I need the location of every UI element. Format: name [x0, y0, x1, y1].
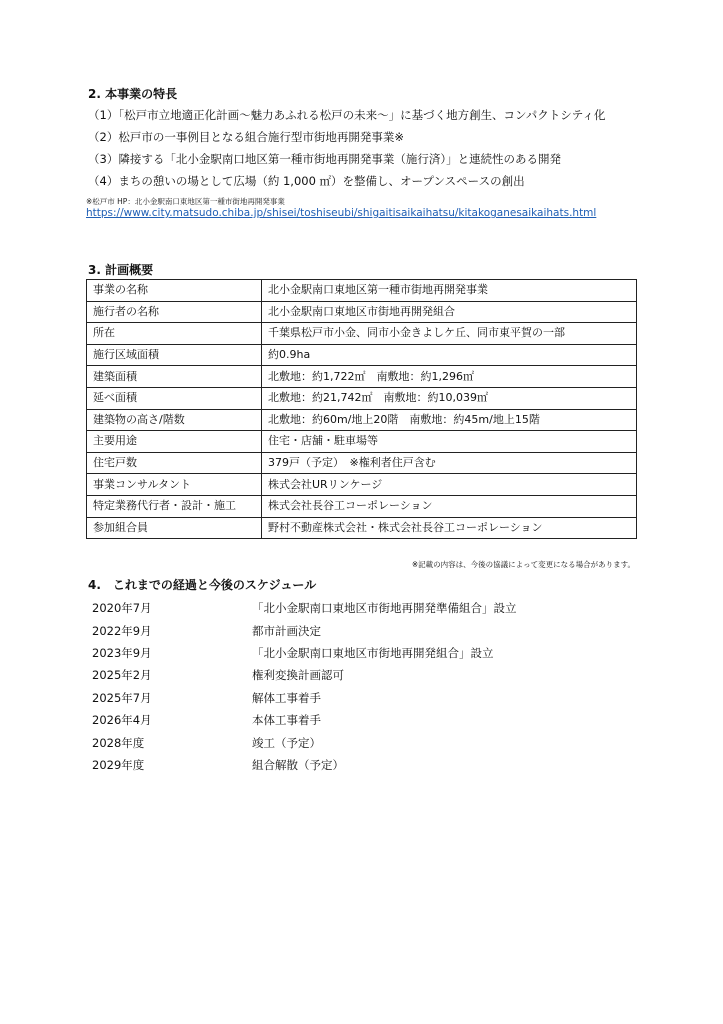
- table-row: [87, 280, 637, 302]
- row-key: 延べ面積: [87, 387, 262, 409]
- schedule-row: [92, 642, 612, 664]
- table-row: [87, 474, 637, 496]
- row-key: 特定業務代行者・設計・施工: [87, 495, 262, 517]
- table-row: [87, 431, 637, 453]
- row-value: 千葉県松戸市小金、同市小金きよしケ丘、同市東平賀の一部: [262, 323, 637, 345]
- row-value: 北敷地：約1,722㎡ 南敷地：約1,296㎡: [262, 366, 637, 388]
- feature-item: （1）「松戸市立地適正化計画～魅力あふれる松戸の未来～」に基づく地方創生、コンパクトシティ化: [88, 108, 606, 122]
- schedule-row: [92, 687, 612, 709]
- row-value: 北小金駅南口東地区第一種市街地再開発事業: [262, 280, 637, 302]
- schedule-event: 都市計画決定: [252, 623, 321, 638]
- feature-item: （4）まちの憩いの場として広場（約 1,000 ㎡）を整備し、オープンスペースの創出: [88, 174, 525, 188]
- row-key: 施行区域面積: [87, 344, 262, 366]
- table-row: [87, 387, 637, 409]
- footnote: ※松戸市 HP：北小金駅南口東地区第一種市街地再開発事業: [86, 197, 285, 206]
- table-row: [87, 452, 637, 474]
- table-row: [87, 344, 637, 366]
- row-value: 約0.9ha: [262, 344, 637, 366]
- schedule-date: 2029年度: [92, 757, 145, 772]
- schedule-date: 2022年9月: [92, 623, 152, 638]
- schedule-row: [92, 754, 612, 776]
- row-value: 北敷地：約21,742㎡ 南敷地：約10,039㎡: [262, 387, 637, 409]
- row-key: 建築面積: [87, 366, 262, 388]
- schedule-date: 2028年度: [92, 735, 145, 750]
- schedule-event: 組合解散（予定）: [252, 757, 344, 772]
- schedule-event: 「北小金駅南口東地区市街地再開発組合」設立: [252, 645, 494, 660]
- row-value: 379戸（予定） ※権利者住戸含む: [262, 452, 637, 474]
- table-row: [87, 409, 637, 431]
- table-row: [87, 323, 637, 345]
- city-hp-link[interactable]: https://www.city.matsudo.chiba.jp/shisei/toshiseubi/shigaitisaikaihatsu/kitakoganesaikaihats.html: [86, 207, 597, 219]
- schedule-event: 本体工事着手: [252, 713, 321, 728]
- row-key: 参加組合員: [87, 517, 262, 539]
- row-key: 施行者の名称: [87, 301, 262, 323]
- schedule-row: [92, 619, 612, 641]
- row-value: 北敷地：約60m/地上20階 南敷地：約45m/地上15階: [262, 409, 637, 431]
- row-key: 住宅戸数: [87, 452, 262, 474]
- table-note: ※記載の内容は、今後の協議によって変更になる場合があります。: [411, 560, 635, 569]
- schedule-event: 権利変換計画認可: [252, 668, 344, 683]
- schedule-date: 2023年9月: [92, 645, 152, 660]
- feature-item: （2）松戸市の一事例目となる組合施行型市街地再開発事業※: [88, 130, 404, 144]
- table-row: [87, 301, 637, 323]
- schedule-row: [92, 664, 612, 686]
- table-row: [87, 495, 637, 517]
- feature-item: （3）隣接する「北小金駅南口地区第一種市街地再開発事業（施行済）」と連続性のある開発: [88, 152, 562, 166]
- schedule-event: 解体工事着手: [252, 690, 321, 705]
- row-value: 住宅・店舗・駐車場等: [262, 431, 637, 453]
- row-value: 株式会社長谷工コーポレーション: [262, 495, 637, 517]
- section2-heading: 2. 本事業の特長: [88, 87, 178, 101]
- row-key: 事業コンサルタント: [87, 474, 262, 496]
- schedule-list: [92, 597, 612, 776]
- schedule-event: 「北小金駅南口東地区市街地再開発準備組合」設立: [252, 601, 517, 616]
- row-value: 株式会社URリンケージ: [262, 474, 637, 496]
- section4-heading: 4. これまでの経過と今後のスケジュール: [88, 578, 317, 592]
- schedule-row: [92, 731, 612, 753]
- row-key: 所在: [87, 323, 262, 345]
- table-row: [87, 366, 637, 388]
- schedule-date: 2026年4月: [92, 713, 152, 728]
- row-key: 建築物の高さ/階数: [87, 409, 262, 431]
- row-value: 北小金駅南口東地区市街地再開発組合: [262, 301, 637, 323]
- row-value: 野村不動産株式会社・株式会社長谷工コーポレーション: [262, 517, 637, 539]
- table-row: [87, 517, 637, 539]
- schedule-date: 2025年2月: [92, 668, 152, 683]
- schedule-date: 2025年7月: [92, 690, 152, 705]
- schedule-row: [92, 597, 612, 619]
- section3-heading: 3. 計画概要: [88, 263, 154, 277]
- row-key: 事業の名称: [87, 280, 262, 302]
- schedule-row: [92, 709, 612, 731]
- plan-overview-table: [86, 279, 637, 539]
- schedule-event: 竣工（予定）: [252, 735, 321, 750]
- row-key: 主要用途: [87, 431, 262, 453]
- schedule-date: 2020年7月: [92, 601, 152, 616]
